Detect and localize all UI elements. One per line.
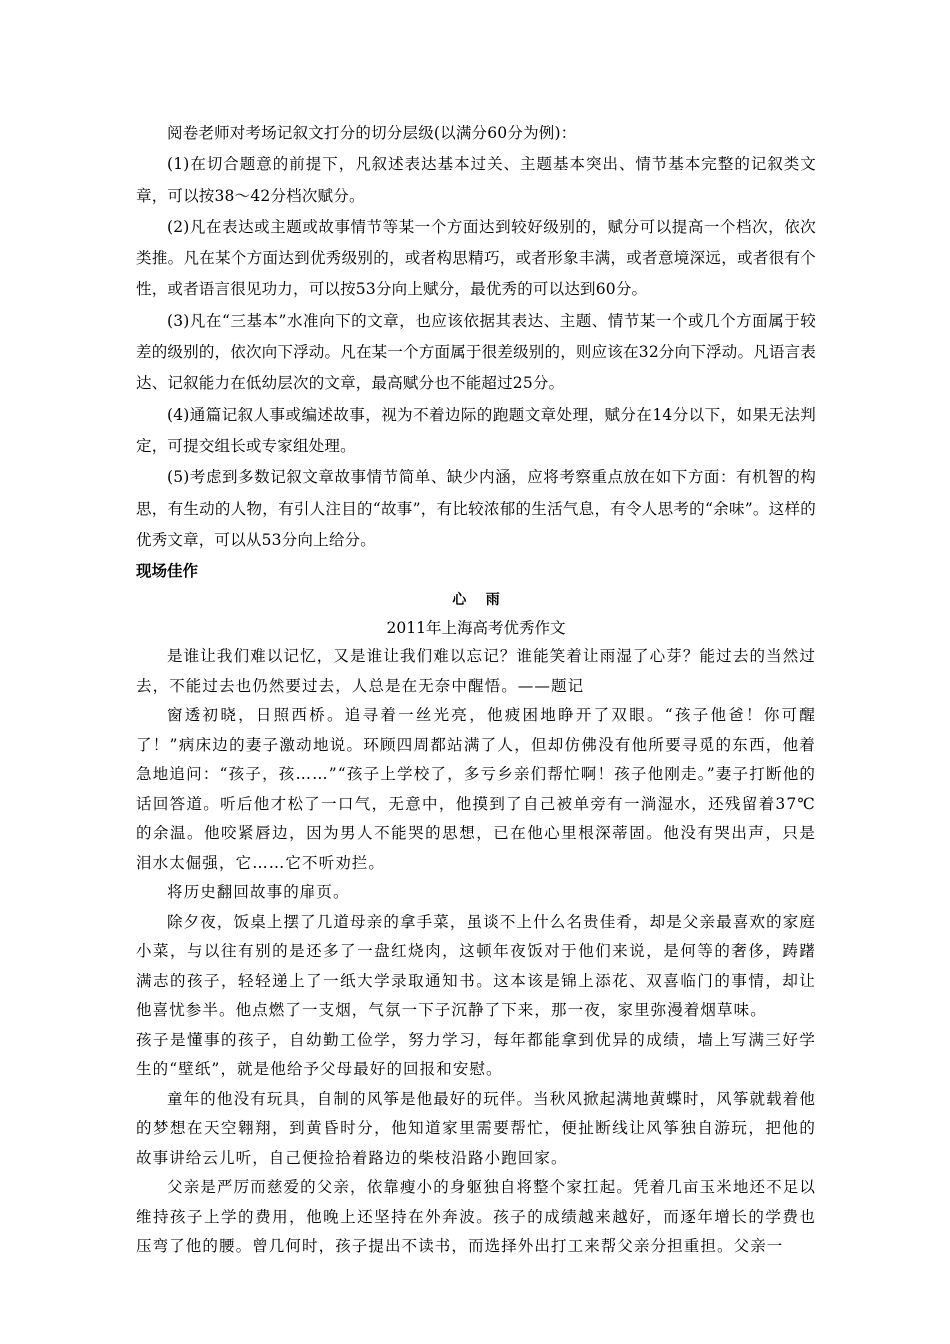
scoring-item-5: (5)考虑到多数记叙文章故事情节简单、缺少内涵，应将考察重点放在如下方面：有机智的构思，有生动的人物，有引人注目的“故事”，有比较浓郁的生活气息，有令人思考的“余味”。这样的优秀文章，可以从53分向上给分。 (136, 468, 816, 549)
essay-paragraph: 父亲是严厉而慈爱的父亲，依靠瘦小的身躯独自将整个家扛起。凭着几亩玉米地还不足以维持孩子上学的费用，他晚上还坚持在外奔波。孩子的成绩越来越好，而逐年增长的学费也压弯了他的腰。曾几何时，孩子提出不读书，而选择外出打工来帮父亲分担重担。父亲一 (136, 1178, 816, 1256)
essay-paragraph: 将历史翻回故事的扉页。 (167, 883, 350, 902)
essay-paragraph: 是谁让我们难以记忆，又是谁让我们难以忘记？谁能笑着让雨湿了心芽？能过去的当然过去，不能过去也仍然要过去，人总是在无奈中醒悟。——题记 (136, 647, 816, 695)
essay (136, 586, 816, 1262)
essay-subtitle: 2011年上海高考优秀作文 (386, 619, 566, 638)
scoring-item-2: (2)凡在表达或主题或故事情节等某一个方面达到较好级别的，赋分可以提高一个档次，依次类推。凡在某个方面达到优秀级别的，或者构思精巧，或者形象丰满，或者意境深远，或者很有个性，或者语言很见功力，可以按53分向上赋分，最优秀的可以达到60分。 (136, 217, 816, 299)
essay-title: 心雨 (452, 592, 520, 609)
scoring-intro: 阅卷老师对考场记叙文打分的切分层级(以满分60分为例)： (167, 124, 577, 142)
scoring-item-4: (4)通篇记叙人事或编述故事，视为不着边际的跑题文章处理，赋分在14分以下，如果无法判定，可提交组长或专家组处理。 (136, 405, 816, 455)
section-title: 现场佳作 (136, 562, 199, 581)
document-page (136, 118, 816, 1262)
essay-paragraph: 孩子是懂事的孩子，自幼勤工俭学，努力学习，每年都能拿到优异的成绩，墙上写满三好学生的“壁纸”，就是他给予父母最好的回报和安慰。 (136, 1030, 816, 1079)
scoring-item-3: (3)凡在“三基本”水准向下的文章，也应该依据其表达、主题、情节某一个或几个方面属于较差的级别的，依次向下浮动。凡在某一个方面属于很差级别的，则应该在32分向下浮动。凡语言表达、记叙能力在低幼层次的文章，最高赋分也不能超过25分。 (136, 311, 816, 393)
essay-paragraph: 童年的他没有玩具，自制的风筝是他最好的玩伴。当秋风掀起满地黄蝶时，风筝就载着他的梦想在天空翱翔，到黄昏时分，他知道家里需要帮忙，便扯断线让风筝独自游玩，把他的故事讲给云儿听，自己便捡拾着路边的柴枝沿路小跑回家。 (136, 1089, 816, 1167)
scoring-item-1: (1)在切合题意的前提下，凡叙述表达基本过关、主题基本突出、情节基本完整的记叙类文章，可以按38～42分档次赋分。 (136, 155, 816, 205)
essay-paragraph: 除夕夜，饭桌上摆了几道母亲的拿手菜，虽谈不上什么名贵佳肴，却是父亲最喜欢的家庭小菜，与以往有别的是还多了一盘红烧肉，这顿年夜饭对于他们来说，是何等的奢侈，踌躇满志的孩子，轻轻递上了一纸大学录取通知书。这本该是锦上添花、双喜临门的事情，却让他喜忧参半。他点燃了一支烟，气氛一下子沉静了下来，那一夜，家里弥漫着烟草味。 (136, 912, 816, 1020)
essay-paragraph: 窗透初晓，日照西桥。追寻着一丝光亮，他疲困地睁开了双眼。“孩子他爸！你可醒了！”病床边的妻子激动地说。环顾四周都站满了人，但却仿佛没有他所要寻觅的东西，他着急地追问：“孩子，孩……”“孩子上学校了，多亏乡亲们帮忙啊！孩子他刚走。”妻子打断他的话回答道。听后他才松了一口气，无意中，他摸到了自己被单旁有一淌湿水，还残留着37℃的余温。他咬紧唇边，因为男人不能哭的思想，已在他心里根深蒂固。他没有哭出声，只是泪水太倔强，它……它不听劝拦。 (136, 706, 816, 872)
